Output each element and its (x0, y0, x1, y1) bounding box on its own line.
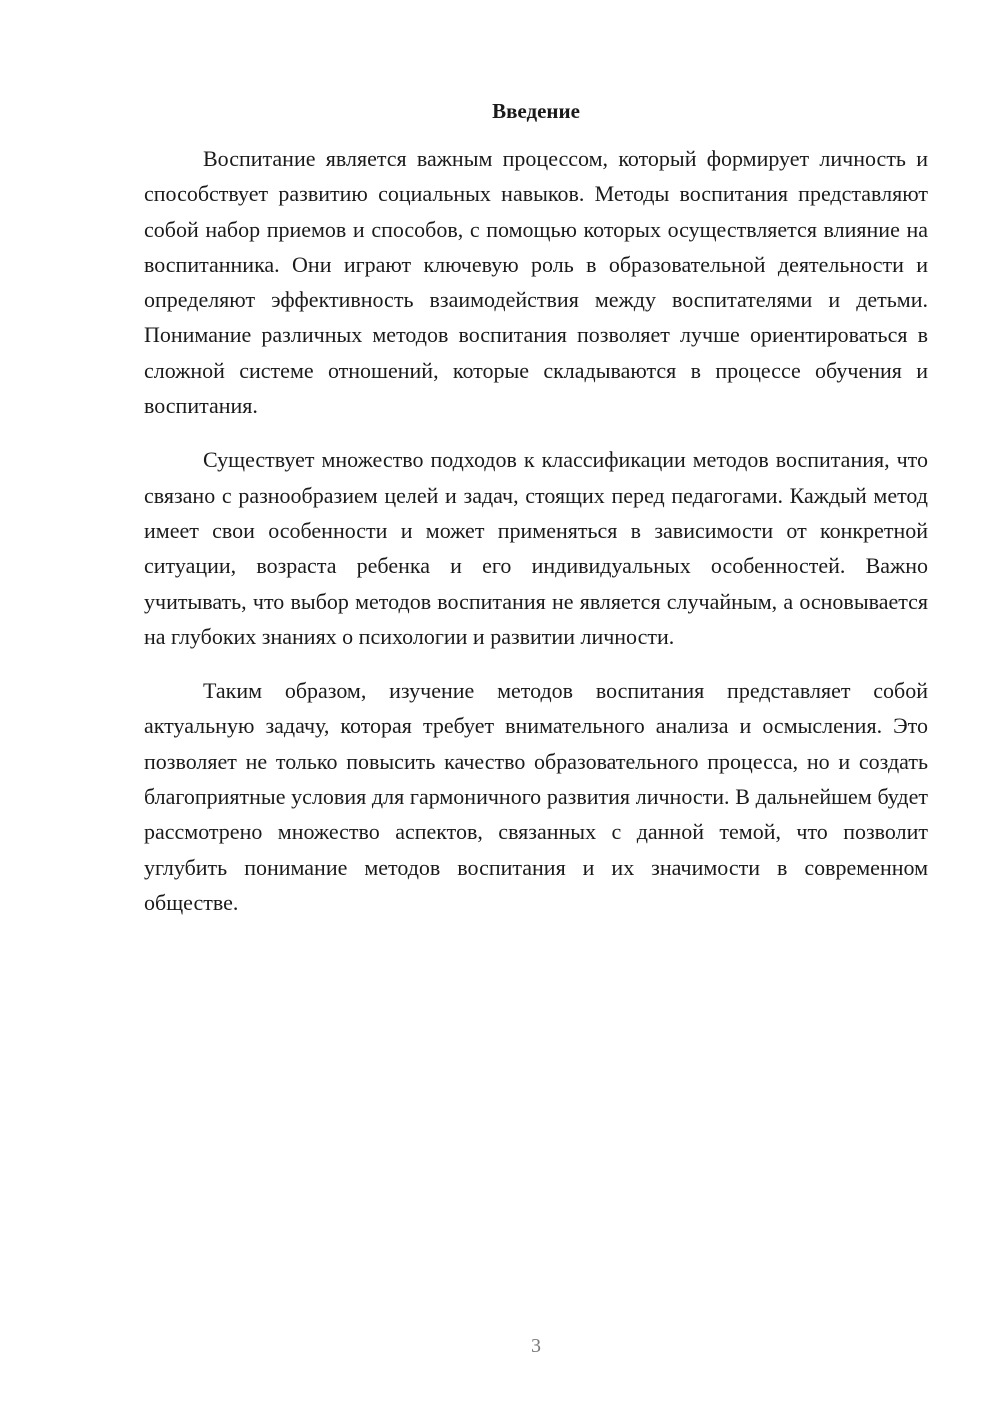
paragraph-2: Существует множество подходов к классификации методов воспитания, что связано с разнообразием целей и задач, стоящих перед педагогами. Каждый метод имеет свои особенности и может применяться в зависимости от конкретной ситуации, возраста ребенка и его индивидуальных особенностей. Важно учитывать, что выбор методов воспитания не является случайным, а основывается на глубоких знаниях о психологии и развитии личности. (144, 447, 928, 649)
paragraph-1: Воспитание является важным процессом, который формирует личность и способствует развитию социальных навыков. Методы воспитания представляют собой набор приемов и способов, с помощью которых осуществляется влияние на воспитанника. Они играют ключевую роль в образовательной деятельности и определяют эффективность взаимодействия между воспитателями и детьми. Понимание различных методов воспитания позволяет лучше ориентироваться в сложной системе отношений, которые складываются в процессе обучения и воспитания. (144, 146, 928, 419)
paragraph-3: Таким образом, изучение методов воспитания представляет собой актуальную задачу, которая требует внимательного анализа и осмысления. Это позволяет не только повысить качество образовательного процесса, но и создать благоприятные условия для гармоничного развития личности. В дальнейшем будет рассмотрено множество аспектов, связанных с данной темой, что позволит углубить понимание методов воспитания и их значимости в современном обществе. (144, 678, 928, 915)
page-number: 3 (531, 1335, 541, 1357)
body-text (144, 141, 928, 920)
page-title: Введение (492, 99, 580, 123)
